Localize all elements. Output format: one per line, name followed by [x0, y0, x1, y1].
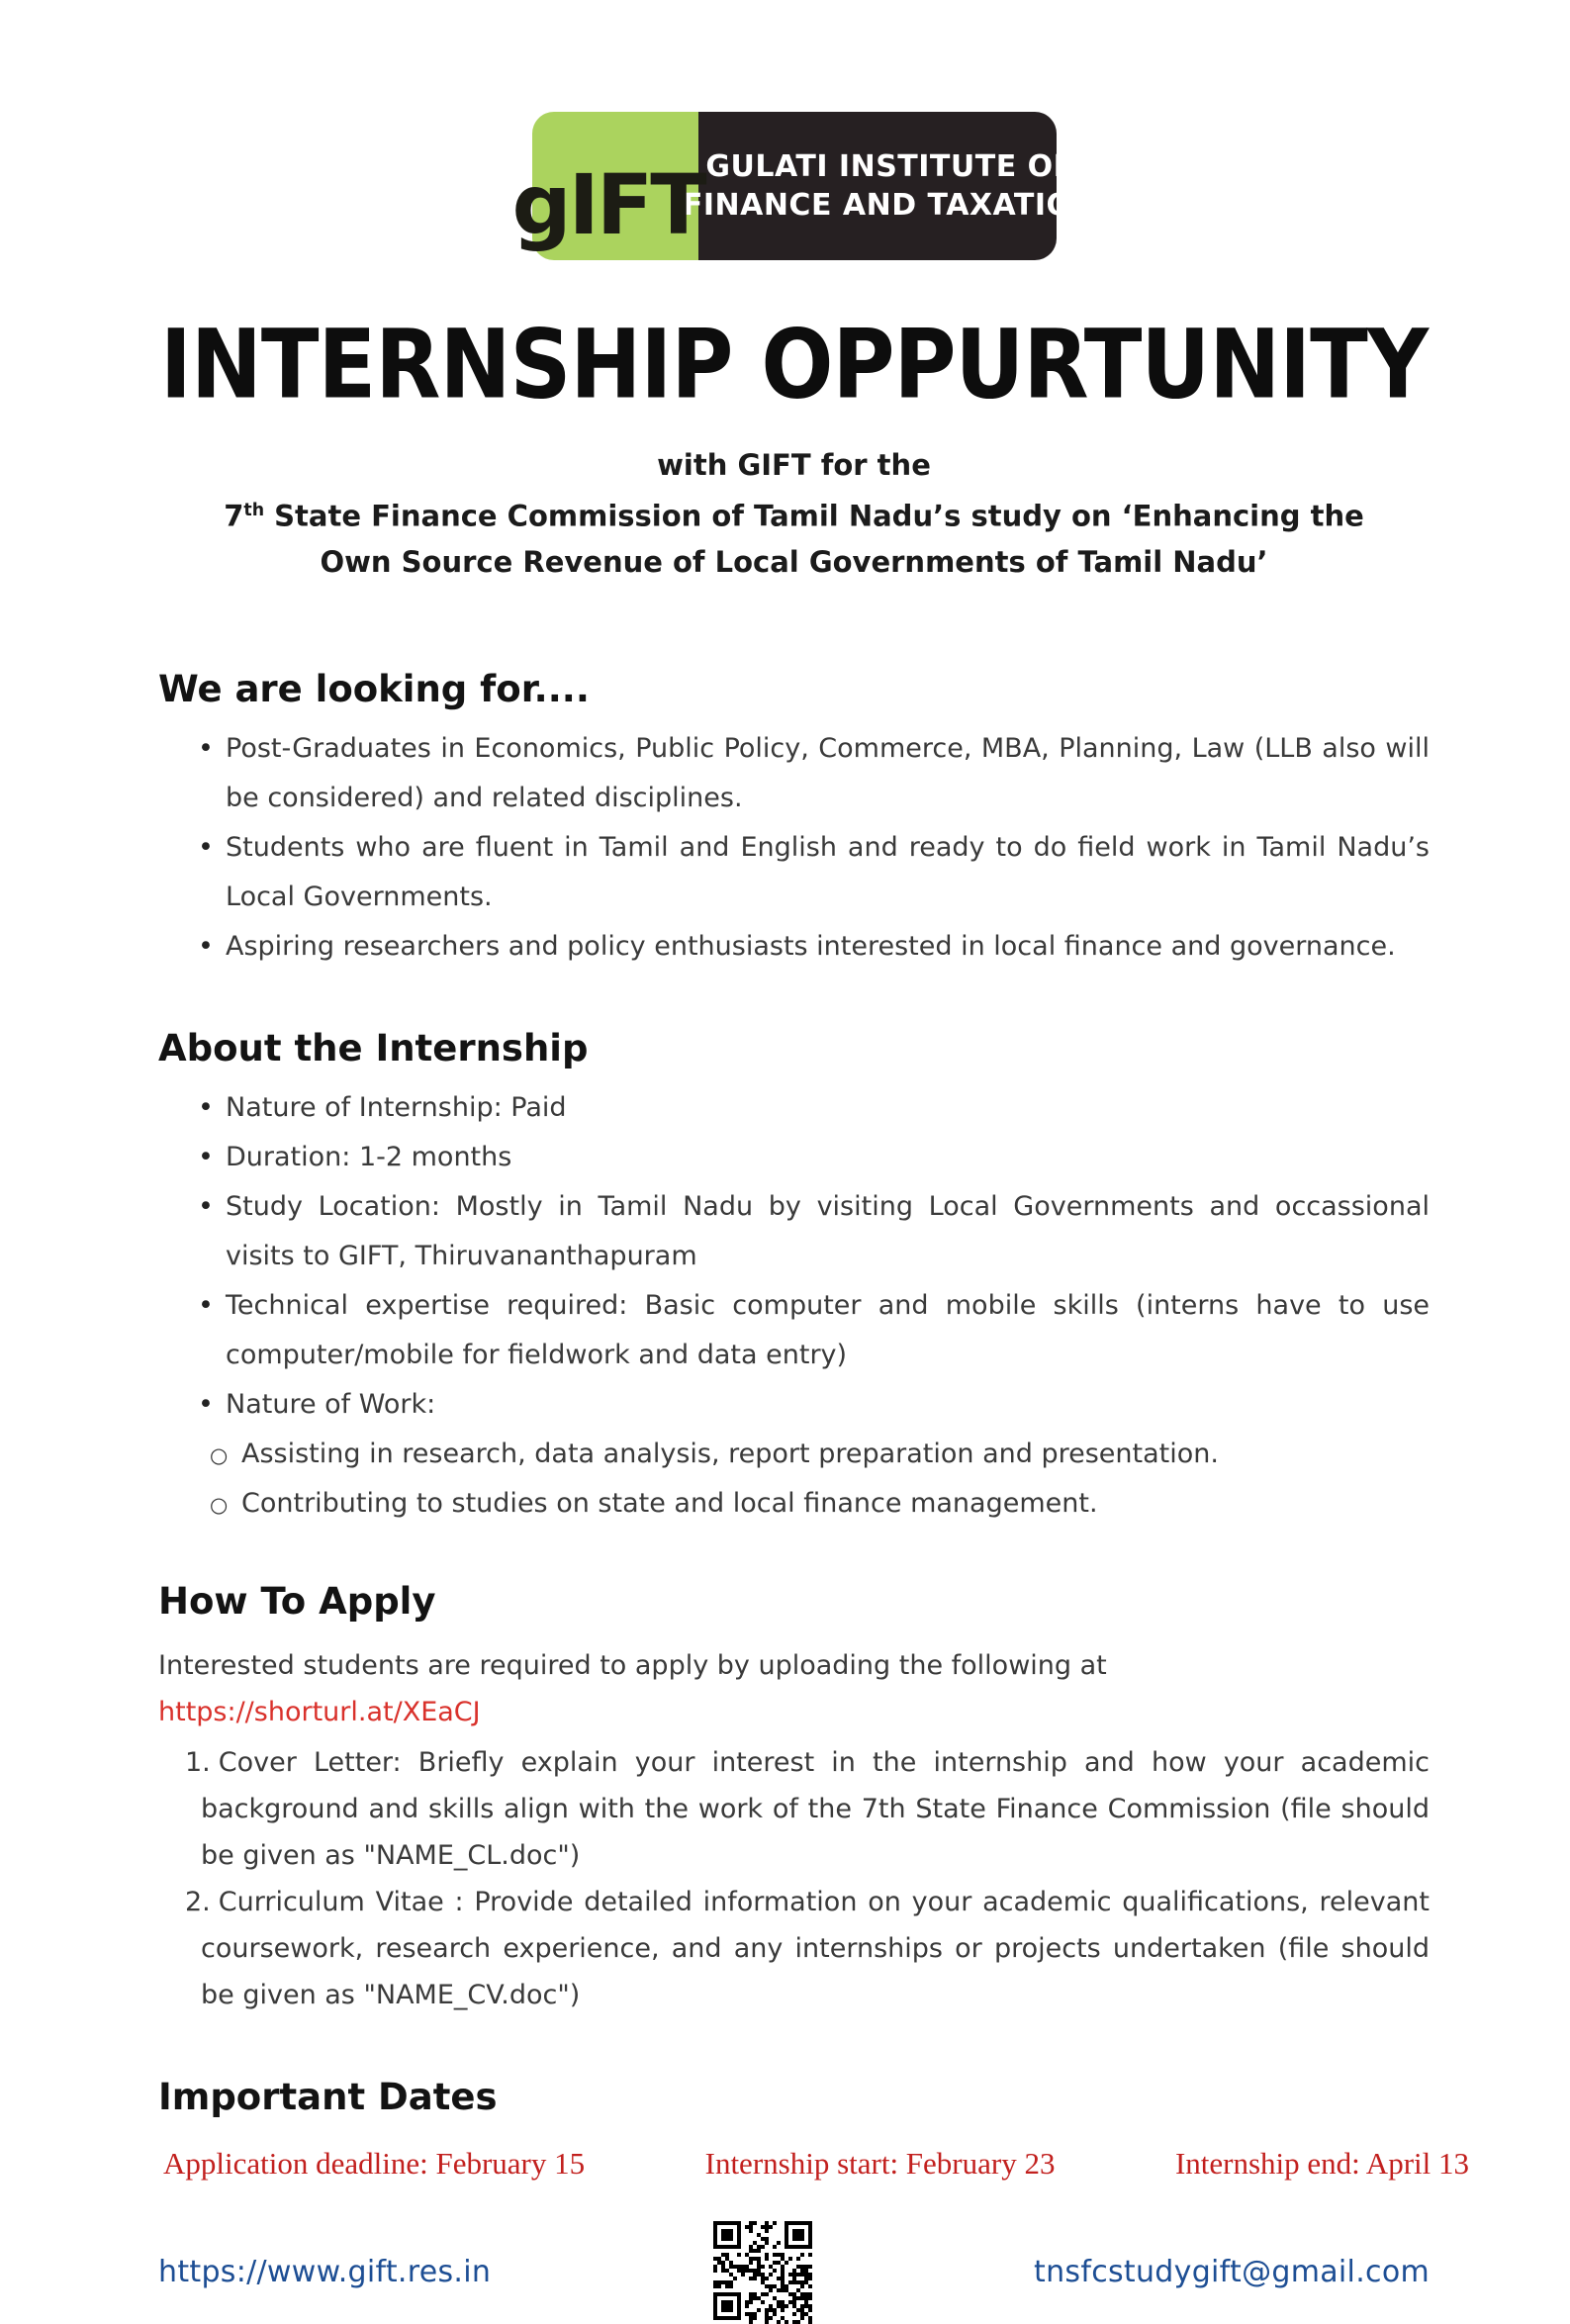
apply-intro-text: Interested students are required to apply by uploading the following at — [158, 1649, 1107, 1681]
gift-acronym: gIFT — [511, 156, 704, 253]
list-item: • Nature of Internship: Paid — [198, 1083, 1430, 1133]
important-dates-row — [163, 2146, 1469, 2182]
list-item: • Aspiring researchers and policy enthusiasts interested in local finance and governance. — [198, 922, 1430, 972]
list-item: • Study Location: Mostly in Tamil Nadu by visiting Local Governments and occassional visits to GIFT, Thiruvananthapuram — [198, 1182, 1430, 1281]
item-text: Cover Letter: Briefly explain your interest in the internship and how your academic background and skills align with the work of the 7th State Finance Commission (file should be given as "NAME_CL.doc") — [201, 1746, 1430, 1871]
gift-logo-mark — [511, 112, 704, 260]
logo-row — [158, 0, 1430, 260]
looking-for-list — [198, 724, 1430, 972]
apply-upload-link[interactable]: https://shorturl.at/XEaCJ — [158, 1696, 481, 1727]
internship-end: Internship end: April 13 — [1174, 2145, 1469, 2181]
list-item: ○ Contributing to studies on state and local finance management. — [210, 1479, 1430, 1529]
email-link[interactable]: tnsfcstudygift@gmail.com — [1034, 2255, 1430, 2290]
application-deadline: Application deadline: February 15 — [163, 2145, 586, 2181]
internship-start: Internship start: February 23 — [704, 2145, 1056, 2181]
list-item — [185, 1739, 1430, 1879]
item-number: 1. — [185, 1746, 211, 1778]
apply-intro — [158, 1642, 1430, 1735]
list-item: • Post-Graduates in Economics, Public Policy, Commerce, MBA, Planning, Law (LLB also will be considered) and related disciplines. — [198, 724, 1430, 823]
item-text: Curriculum Vitae : Provide detailed information on your academic qualifications, relevant coursework, research experience, and any internships or projects undertaken (file should be given as "NAME_CV.doc") — [201, 1886, 1430, 2010]
looking-for-heading: We are looking for.... — [158, 667, 590, 710]
subtitle-line1: with GIFT for the — [657, 448, 931, 482]
item-number: 2. — [185, 1886, 211, 1917]
how-to-apply-heading: How To Apply — [158, 1579, 436, 1623]
subtitle-line3: Own Source Revenue of Local Governments of Tamil Nadu’ — [320, 544, 1268, 579]
list-item: • Technical expertise required: Basic computer and mobile skills (interns have to use computer/mobile for fieldwork and data entry) — [198, 1281, 1430, 1380]
list-item: • Duration: 1-2 months — [198, 1133, 1430, 1182]
footer — [158, 2221, 1430, 2324]
gift-logo — [511, 112, 1098, 260]
gift-org-line1: GULATI INSTITUTE OF — [705, 149, 1074, 184]
about-list — [198, 1083, 1430, 1430]
gift-org-line2: FINANCE AND TAXATION — [682, 188, 1098, 223]
list-item: ○ Assisting in research, data analysis, report preparation and presentation. — [210, 1430, 1430, 1479]
list-item: • Nature of Work: — [198, 1380, 1430, 1430]
apply-list — [158, 1739, 1430, 2018]
about-heading: About the Internship — [158, 1026, 589, 1069]
subtitle-line2: 7th State Finance Commission of Tamil Nadu’s study on ‘Enhancing the — [224, 499, 1364, 533]
page-title: INTERNSHIP OPPURTUNITY — [159, 310, 1429, 420]
list-item: • Students who are fluent in Tamil and English and ready to do field work in Tamil Nadu’s Local Governments. — [198, 823, 1430, 922]
nature-of-work-list — [210, 1430, 1430, 1529]
gift-logo-wordmark — [682, 112, 1098, 260]
qr-code — [713, 2221, 812, 2324]
subtitle — [158, 442, 1430, 585]
website-link[interactable]: https://www.gift.res.in — [158, 2255, 492, 2290]
important-dates-heading: Important Dates — [158, 2075, 498, 2118]
list-item — [185, 1879, 1430, 2018]
